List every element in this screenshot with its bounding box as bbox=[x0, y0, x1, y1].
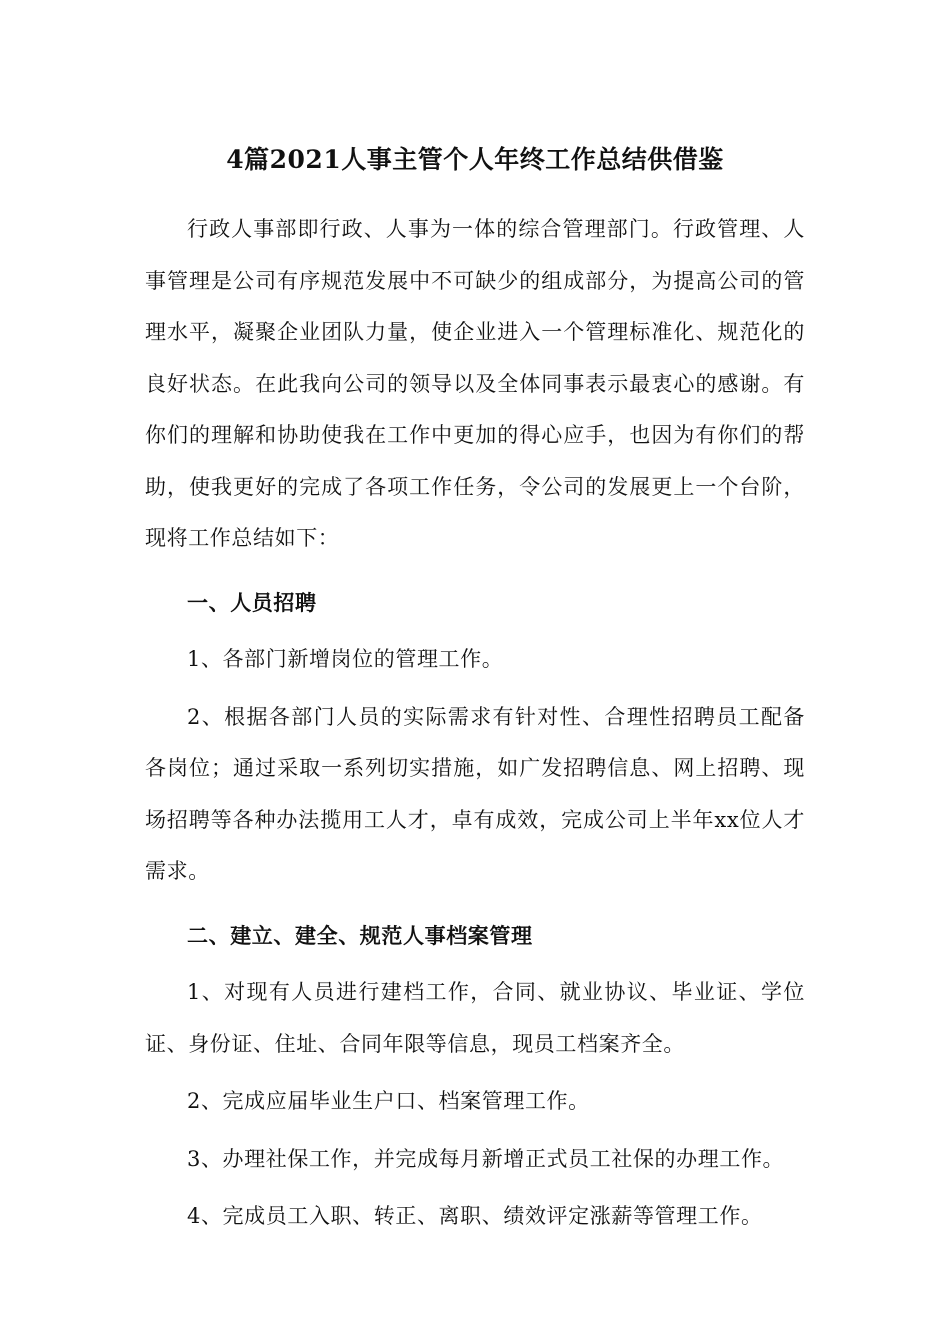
document-body bbox=[145, 204, 805, 1243]
section-item: 2、根据各部门人员的实际需求有针对性、合理性招聘员工配备各岗位；通过采取一系列切实措施，如广发招聘信息、网上招聘、现场招聘等各种办法揽用工人才，卓有成效，完成公司上半年xx位人才需求。 bbox=[145, 704, 805, 883]
section-item: 4、完成员工入职、转正、离职、绩效评定涨薪等管理工作。 bbox=[187, 1204, 763, 1228]
section-item: 2、完成应届毕业生户口、档案管理工作。 bbox=[187, 1089, 590, 1113]
section-item: 3、办理社保工作，并完成每月新增正式员工社保的办理工作。 bbox=[187, 1146, 785, 1171]
section-recruitment bbox=[145, 577, 805, 898]
document-title: 4篇2021人事主管个人年终工作总结供借鉴 bbox=[226, 145, 724, 174]
intro-paragraph: 行政人事部即行政、人事为一体的综合管理部门。行政管理、人事管理是公司有序规范发展中不可缺少的组成部分，为提高公司的管理水平，凝聚企业团队力量，使企业进入一个管理标准化、规范化的良好状态。在此我向公司的领导以及全体同事表示最衷心的感谢。有你们的理解和协助使我在工作中更加的得心应手，也因为有你们的帮助，使我更好的完成了各项工作任务，令公司的发展更上一个台阶，现将工作总结如下： bbox=[145, 217, 805, 550]
section-item: 1、各部门新增岗位的管理工作。 bbox=[187, 647, 504, 671]
section-heading: 一、人员招聘 bbox=[187, 589, 317, 615]
section-item: 1、对现有人员进行建档工作，合同、就业协议、毕业证、学位证、身份证、住址、合同年限等信息，现员工档案齐全。 bbox=[145, 980, 805, 1056]
section-personnel-files bbox=[145, 910, 805, 1243]
section-heading: 二、建立、建全、规范人事档案管理 bbox=[187, 922, 533, 948]
